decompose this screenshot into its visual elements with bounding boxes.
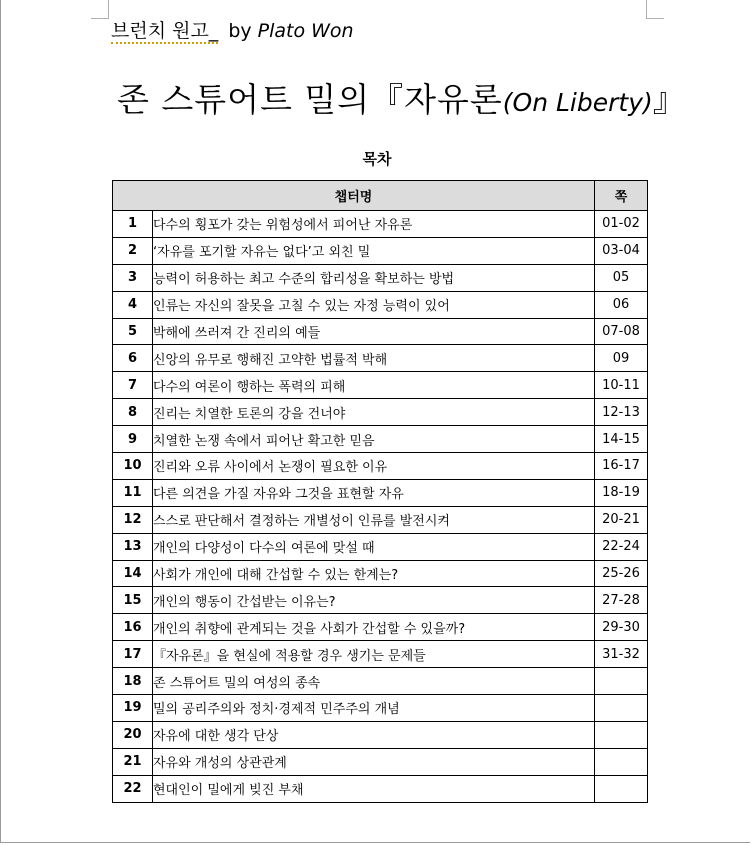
chapter-number: 16 bbox=[113, 614, 153, 641]
page-range bbox=[595, 668, 648, 695]
title-closing-bracket: 』 bbox=[652, 80, 687, 119]
chapter-number: 4 bbox=[113, 291, 153, 318]
chapter-title: 박해에 쓰러져 간 진리의 예들 bbox=[153, 318, 595, 345]
table-row bbox=[113, 264, 648, 291]
chapter-number: 15 bbox=[113, 587, 153, 614]
chapter-number: 1 bbox=[113, 211, 153, 238]
page-range: 29-30 bbox=[595, 614, 648, 641]
table-row bbox=[113, 560, 648, 587]
page-range bbox=[595, 721, 648, 748]
chapter-title: 다른 의견을 가질 자유와 그것을 표현할 자유 bbox=[153, 479, 595, 506]
table-row bbox=[113, 453, 648, 480]
chapter-title: 개인의 행동이 간섭받는 이유는? bbox=[153, 587, 595, 614]
table-row bbox=[113, 291, 648, 318]
table-row bbox=[113, 775, 648, 802]
chapter-title: 밀의 공리주의와 정치·경제적 민주주의 개념 bbox=[153, 695, 595, 722]
chapter-title: 능력이 허용하는 최고 수준의 합리성을 확보하는 방법 bbox=[153, 264, 595, 291]
chapter-title: 현대인이 밀에게 빚진 부채 bbox=[153, 775, 595, 802]
table-row bbox=[113, 506, 648, 533]
chapter-number: 19 bbox=[113, 695, 153, 722]
page-range: 16-17 bbox=[595, 453, 648, 480]
chapter-number: 10 bbox=[113, 453, 153, 480]
table-row bbox=[113, 614, 648, 641]
crop-mark bbox=[108, 0, 109, 18]
toc-header-row bbox=[113, 181, 648, 211]
table-row bbox=[113, 211, 648, 238]
page-range: 31-32 bbox=[595, 641, 648, 668]
crop-mark bbox=[91, 18, 109, 19]
page-range: 09 bbox=[595, 345, 648, 372]
author-name: Plato Won bbox=[257, 20, 354, 42]
page-column-header: 쪽 bbox=[595, 181, 648, 211]
chapter-column-header: 챕터명 bbox=[113, 181, 595, 211]
page-range: 03-04 bbox=[595, 237, 648, 264]
page-range: 07-08 bbox=[595, 318, 648, 345]
page-range: 12-13 bbox=[595, 399, 648, 426]
chapter-title: 존 스튜어트 밀의 여성의 종속 bbox=[153, 668, 595, 695]
chapter-number: 12 bbox=[113, 506, 153, 533]
chapter-title: 자유에 대한 생각 단상 bbox=[153, 721, 595, 748]
chapter-number: 14 bbox=[113, 560, 153, 587]
table-row bbox=[113, 372, 648, 399]
chapter-title: 사회가 개인에 대해 간섭할 수 있는 한계는? bbox=[153, 560, 595, 587]
chapter-number: 11 bbox=[113, 479, 153, 506]
page-range bbox=[595, 695, 648, 722]
chapter-number: 22 bbox=[113, 775, 153, 802]
by-label: by bbox=[228, 20, 252, 42]
chapter-title: 진리는 치열한 토론의 강을 건너야 bbox=[153, 399, 595, 426]
chapter-title: 다수의 여론이 행하는 폭력의 피해 bbox=[153, 372, 595, 399]
table-row bbox=[113, 237, 648, 264]
draft-label: 브런치 원고_ bbox=[111, 20, 219, 42]
page-range: 22-24 bbox=[595, 533, 648, 560]
page-range: 06 bbox=[595, 291, 648, 318]
page-range bbox=[595, 748, 648, 775]
table-row bbox=[113, 399, 648, 426]
title-korean: 존 스튜어트 밀의『자유론 bbox=[117, 80, 503, 119]
chapter-number: 5 bbox=[113, 318, 153, 345]
page-range: 25-26 bbox=[595, 560, 648, 587]
page-range bbox=[595, 775, 648, 802]
page-range: 14-15 bbox=[595, 426, 648, 453]
table-row bbox=[113, 533, 648, 560]
table-row bbox=[113, 641, 648, 668]
table-row bbox=[113, 479, 648, 506]
page-range: 10-11 bbox=[595, 372, 648, 399]
toc-body bbox=[113, 211, 648, 803]
page-range: 18-19 bbox=[595, 479, 648, 506]
chapter-title: ‘자유를 포기할 자유는 없다’고 외친 밀 bbox=[153, 237, 595, 264]
title-english: (On Liberty) bbox=[502, 88, 653, 117]
chapter-title: 치열한 논쟁 속에서 피어난 확고한 믿음 bbox=[153, 426, 595, 453]
chapter-number: 8 bbox=[113, 399, 153, 426]
toc-heading: 목차 bbox=[362, 150, 392, 168]
chapter-title: 개인의 다양성이 다수의 여론에 맞설 때 bbox=[153, 533, 595, 560]
document-title bbox=[117, 74, 687, 121]
chapter-title: 자유와 개성의 상관관계 bbox=[153, 748, 595, 775]
chapter-number: 7 bbox=[113, 372, 153, 399]
chapter-number: 20 bbox=[113, 721, 153, 748]
table-row bbox=[113, 695, 648, 722]
chapter-title: 다수의 횡포가 갖는 위험성에서 피어난 자유론 bbox=[153, 211, 595, 238]
chapter-number: 2 bbox=[113, 237, 153, 264]
table-row bbox=[113, 587, 648, 614]
chapter-title: 인류는 자신의 잘못을 고칠 수 있는 자정 능력이 있어 bbox=[153, 291, 595, 318]
table-row bbox=[113, 426, 648, 453]
table-row bbox=[113, 345, 648, 372]
toc-table bbox=[112, 180, 648, 803]
page-range: 27-28 bbox=[595, 587, 648, 614]
chapter-number: 13 bbox=[113, 533, 153, 560]
crop-mark bbox=[646, 0, 647, 18]
page-range: 05 bbox=[595, 264, 648, 291]
chapter-title: 개인의 취향에 관계되는 것을 사회가 간섭할 수 있을까? bbox=[153, 614, 595, 641]
page-range: 01-02 bbox=[595, 211, 648, 238]
chapter-number: 21 bbox=[113, 748, 153, 775]
page-range: 20-21 bbox=[595, 506, 648, 533]
chapter-number: 6 bbox=[113, 345, 153, 372]
chapter-title: 스스로 판단해서 결정하는 개별성이 인류를 발전시켜 bbox=[153, 506, 595, 533]
table-row bbox=[113, 748, 648, 775]
document-header bbox=[111, 16, 354, 43]
crop-mark bbox=[646, 18, 664, 19]
chapter-number: 18 bbox=[113, 668, 153, 695]
chapter-number: 9 bbox=[113, 426, 153, 453]
chapter-number: 3 bbox=[113, 264, 153, 291]
chapter-title: 신앙의 유무로 행해진 고약한 법률적 박해 bbox=[153, 345, 595, 372]
table-row bbox=[113, 721, 648, 748]
table-row bbox=[113, 668, 648, 695]
chapter-title: 『자유론』을 현실에 적용할 경우 생기는 문제들 bbox=[153, 641, 595, 668]
table-row bbox=[113, 318, 648, 345]
chapter-title: 진리와 오류 사이에서 논쟁이 필요한 이유 bbox=[153, 453, 595, 480]
chapter-number: 17 bbox=[113, 641, 153, 668]
